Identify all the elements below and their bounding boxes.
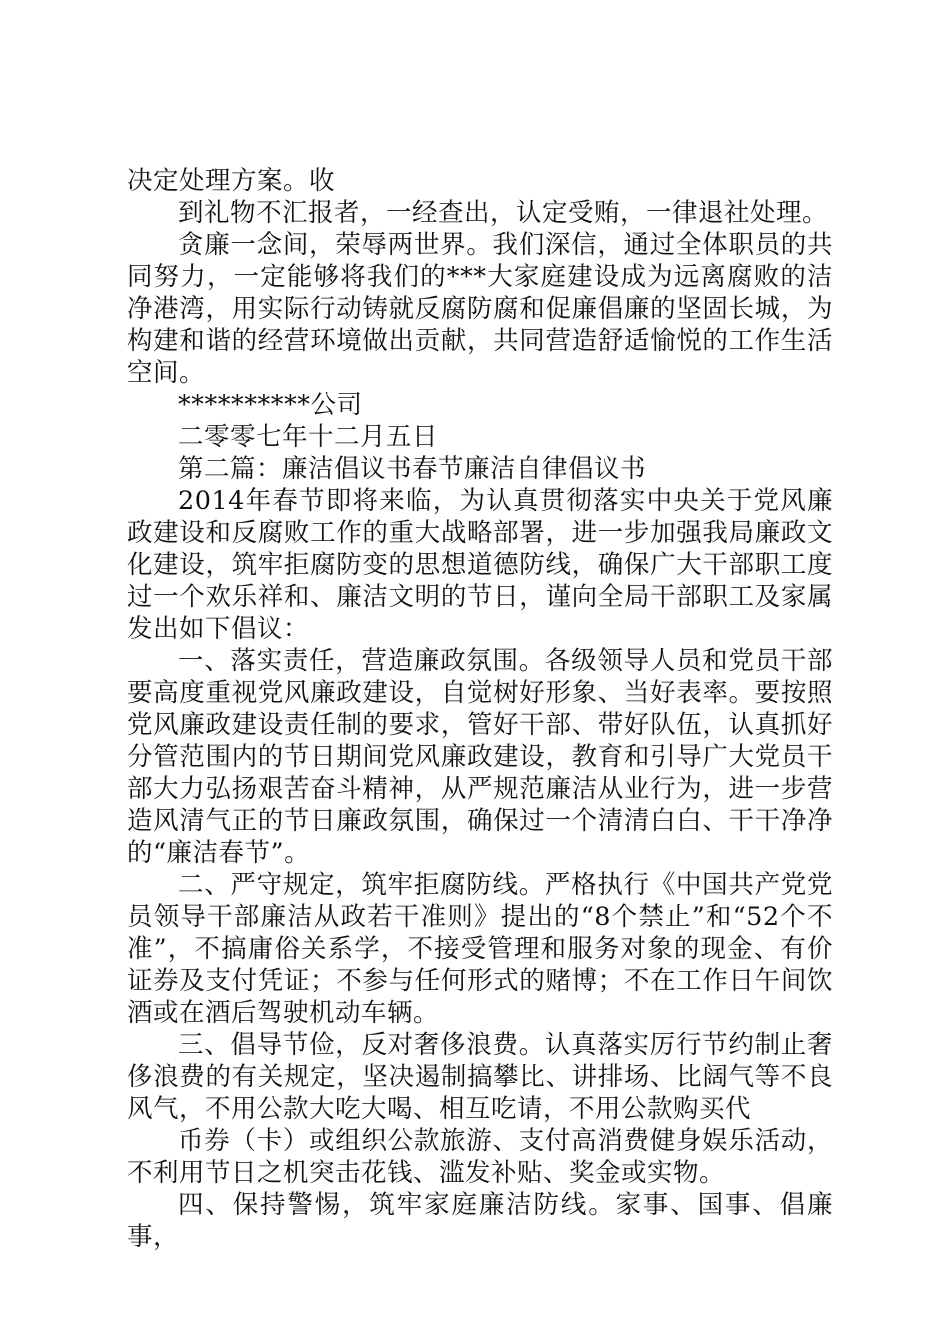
paragraph-point-three-continued: 币券（卡）或组织公款旅游、支付高消费健身娱乐活动，不利用节日之机突击花钱、滥发补贴、奖金或实物。 (127, 1126, 833, 1188)
paragraph-gift-rule: 到礼物不汇报者，一经查出，认定受贿，一律退社处理。 (178, 198, 829, 228)
paragraph-point-two: 二、严守规定，筑牢拒腐防线。严格执行《中国共产党党员领导干部廉洁从政若干准则》提出的“8个禁止”和“52个不准”，不搞庸俗关系学，不接受管理和服务对象的现金、有价证券及支付凭证；不参与任何形式的赌博；不在工作日午间饮酒或在酒后驾驶机动车辆。 (127, 870, 833, 1028)
signature-date: 二零零七年十二月五日 (178, 422, 439, 452)
signature-company: **********公司 (178, 390, 363, 420)
paragraph-point-three: 三、倡导节俭，反对奢侈浪费。认真落实厉行节约制止奢侈浪费的有关规定，坚决遏制搞攀比、讲排场、比阔气等不良风气，不用公款大吃大喝、相互吃请，不用公款购买代 (127, 1030, 833, 1124)
paragraph-intro: 2014年春节即将来临，为认真贯彻落实中央关于党风廉政建设和反腐败工作的重大战略部署，进一步加强我局廉政文化建设，筑牢拒腐防变的思想道德防线，确保广大干部职工度过一个欢乐祥和、廉洁文明的节日，谨向全局干部职工及家属发出如下倡议： (127, 486, 833, 644)
paragraph-fragment-closing: 决定处理方案。收 (127, 166, 336, 196)
section-heading: 第二篇：廉洁倡议书春节廉洁自律倡议书 (178, 454, 647, 484)
document-page (127, 165, 833, 1253)
paragraph-conclusion: 贪廉一念间，荣辱两世界。我们深信，通过全体职员的共同努力，一定能够将我们的***大家庭建设成为远离腐败的洁净港湾，用实际行动铸就反腐防腐和促廉倡廉的坚固长城，为构建和谐的经营环境做出贡献，共同营造舒适愉悦的工作生活空间。 (127, 230, 833, 388)
paragraph-point-one: 一、落实责任，营造廉政氛围。各级领导人员和党员干部要高度重视党风廉政建设，自觉树好形象、当好表率。要按照党风廉政建设责任制的要求，管好干部、带好队伍，认真抓好分管范围内的节日期间党风廉政建设，教育和引导广大党员干部大力弘扬艰苦奋斗精神，从严规范廉洁从业行为，进一步营造风清气正的节日廉政氛围，确保过一个清清白白、干干净净的“廉洁春节”。 (127, 646, 833, 868)
paragraph-point-four: 四、保持警惕，筑牢家庭廉洁防线。家事、国事、倡廉事， (127, 1190, 833, 1252)
